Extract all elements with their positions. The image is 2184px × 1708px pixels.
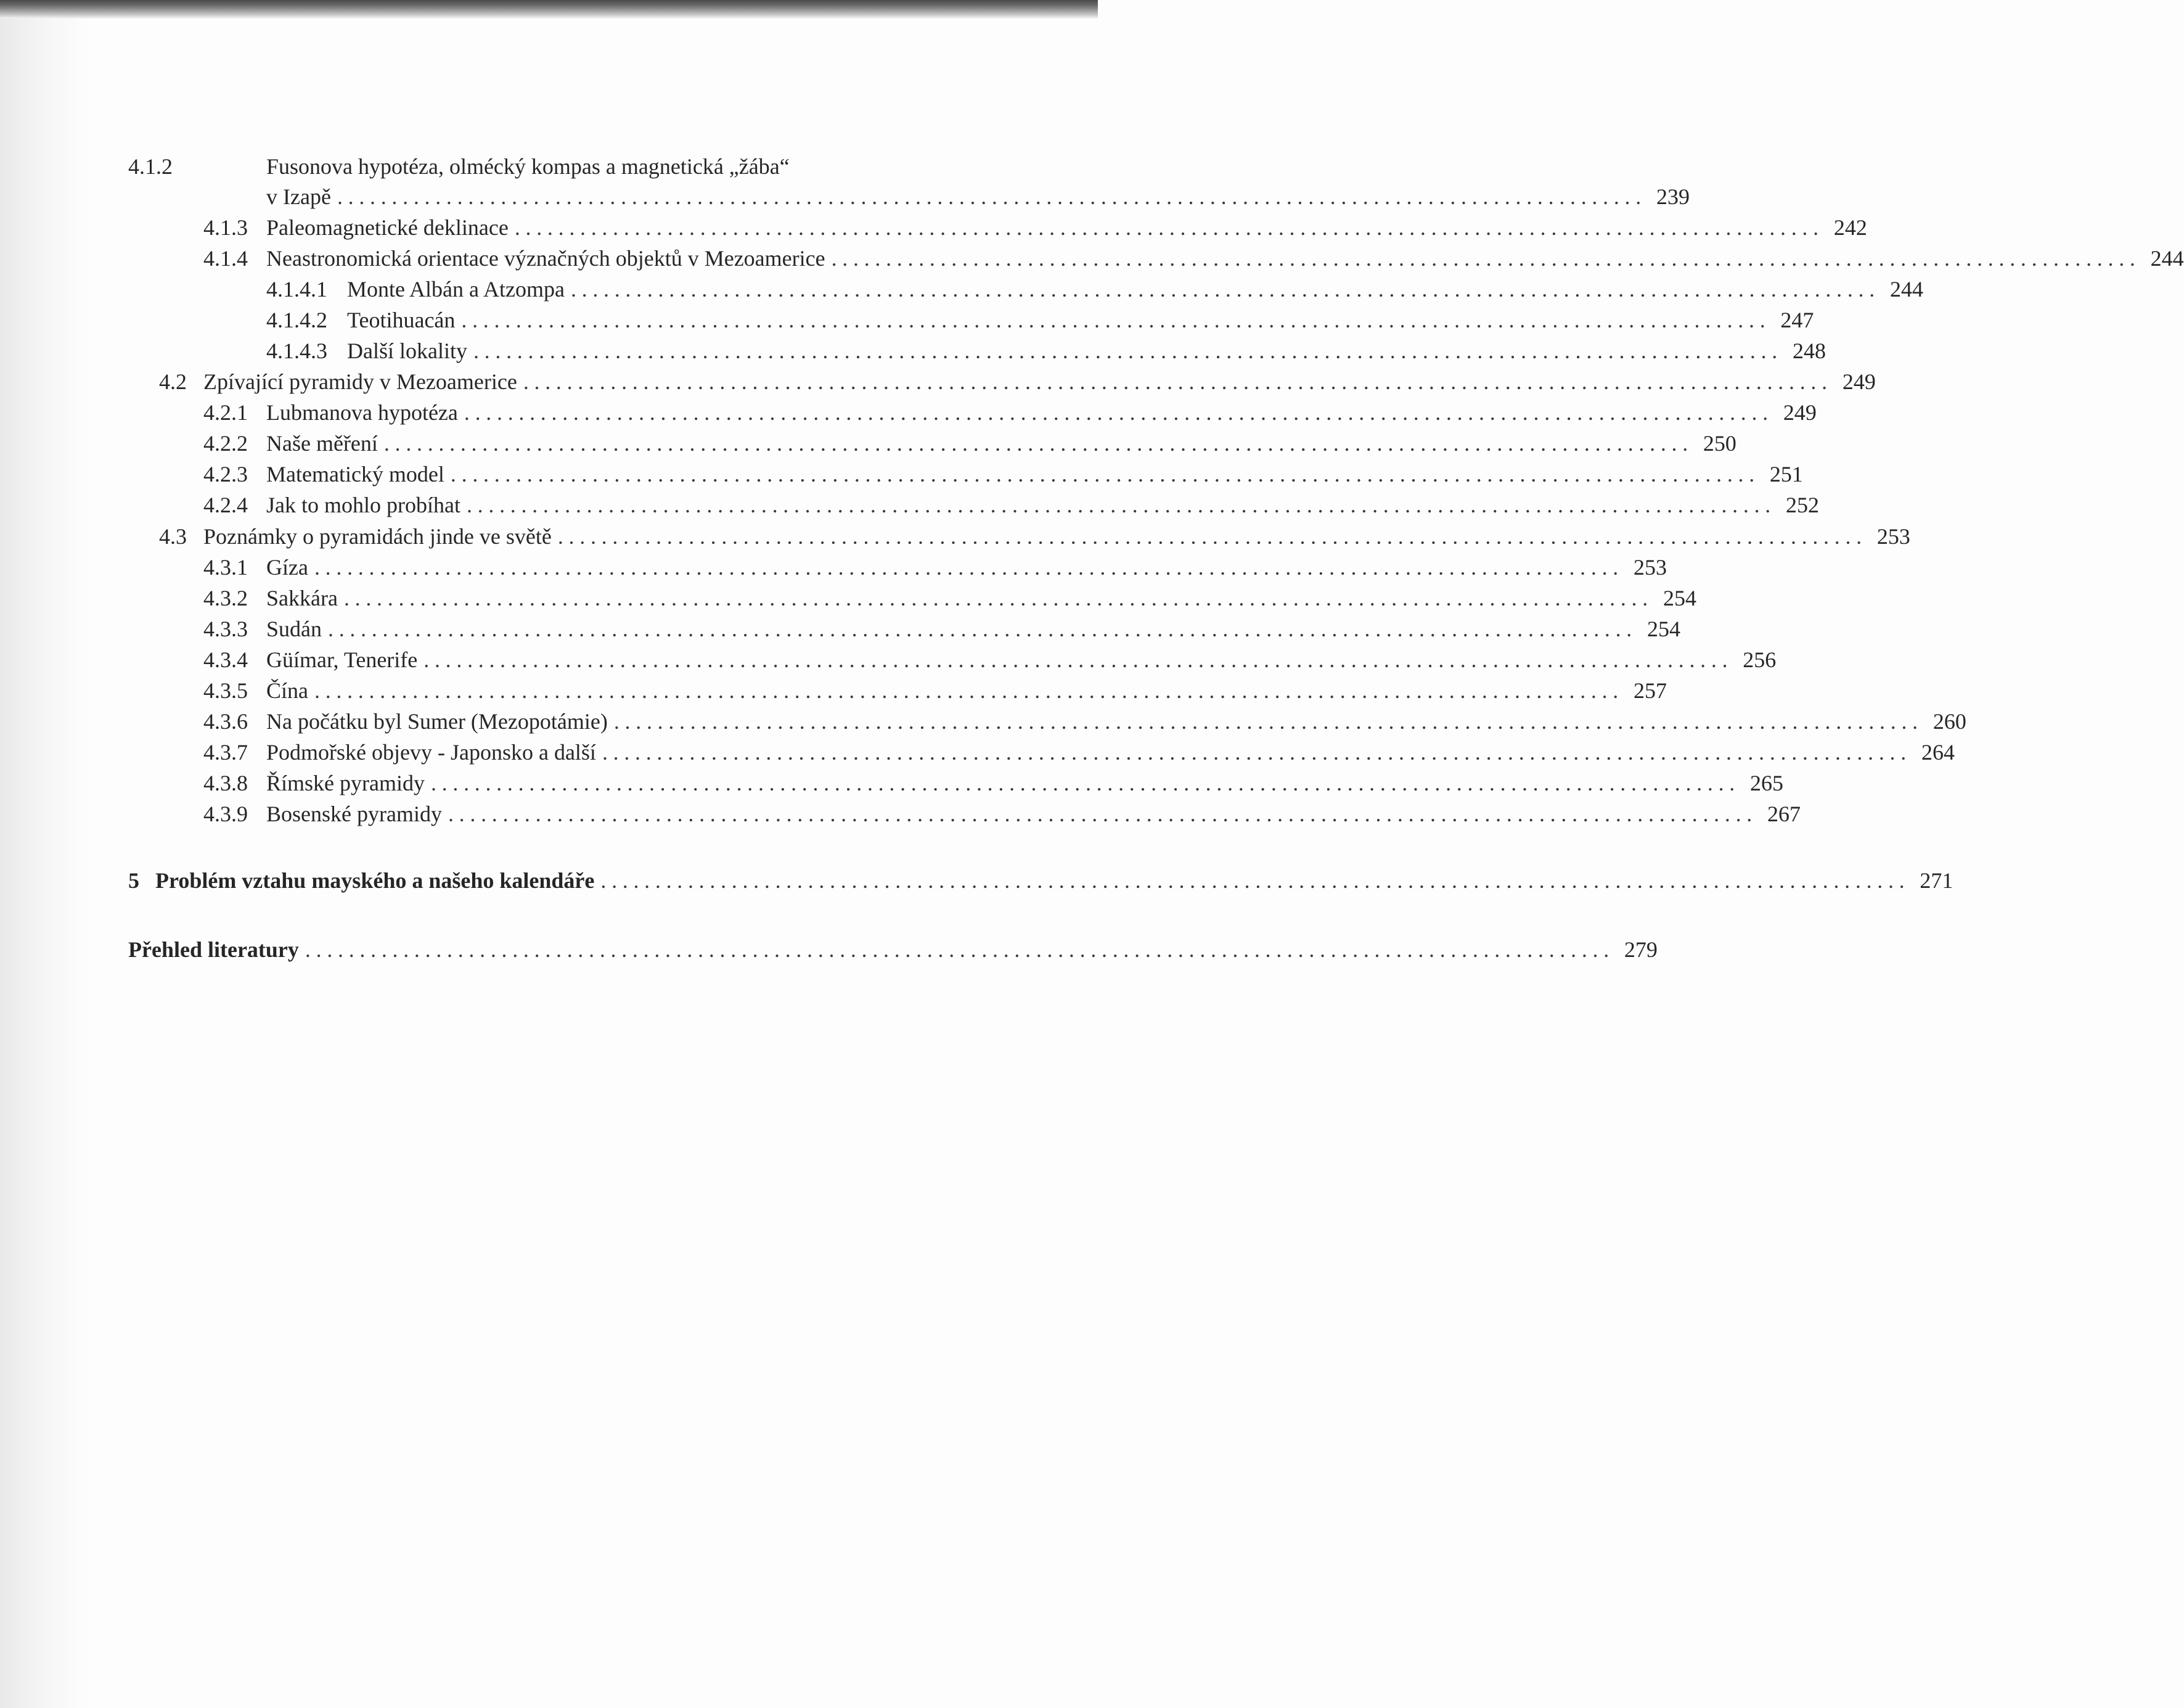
toc-entry-page: 257 [1634, 678, 1667, 703]
leader-dots: ........................................................................................................................ [450, 462, 1760, 487]
toc-entry-title: Sudán [266, 617, 322, 641]
toc-entry[interactable] [203, 798, 1801, 830]
toc-entry-number: 4.3.9 [203, 802, 248, 826]
toc-entry-title: Paleomagnetické deklinace [266, 215, 509, 240]
toc-entry-page: 250 [1703, 431, 1736, 456]
toc-entry-page: 254 [1647, 617, 1680, 641]
toc-entry-number: 4.3.3 [203, 617, 248, 641]
toc-entry[interactable] [203, 675, 1667, 707]
toc-entry[interactable] [203, 211, 1867, 244]
toc-entry[interactable] [203, 767, 1783, 799]
toc-entry-page: 260 [1932, 709, 1966, 734]
toc-entry-number: 4.3.6 [203, 709, 248, 734]
toc-entry-number: 4.3.1 [203, 555, 248, 580]
toc-entry[interactable] [159, 366, 1876, 398]
toc-entry[interactable] [203, 644, 1777, 676]
leader-dots: ........................................................................................................................ [314, 678, 1624, 703]
toc-entry-title: Sakkára [266, 586, 338, 610]
toc-entry[interactable] [203, 458, 1803, 490]
toc-references-page: 279 [1624, 937, 1658, 962]
toc-entry-page: 242 [1833, 215, 1867, 240]
leader-dots: ........................................................................................................................ [464, 400, 1773, 425]
toc-entry[interactable] [266, 335, 1826, 367]
toc-entry-page: 252 [1785, 493, 1819, 517]
toc-entry-number: 4.1.2 [128, 154, 173, 179]
toc-entry-title: Neastronomická orientace význačných objektů v Mezoamerice [266, 246, 825, 271]
toc-entry-number: 4.3.5 [203, 678, 248, 703]
leader-dots: ........................................................................................................................ [337, 184, 1646, 209]
leader-dots: ........................................................................................................................ [461, 308, 1771, 332]
toc-entry-title: Monte Albán a Atzompa [347, 277, 565, 302]
toc-references[interactable] [128, 934, 1658, 966]
leader-dots: ........................................................................................................................ [514, 215, 1824, 240]
toc-chapter-title: Problém vztahu mayského a našeho kalendáře [155, 868, 595, 893]
toc-entry-page: 244 [2150, 246, 2184, 271]
toc-entry-page: 265 [1749, 771, 1783, 795]
toc-entry[interactable] [203, 489, 1819, 521]
leader-dots: ........................................................................................................................ [466, 493, 1776, 517]
toc-references-title: Přehled literatury [128, 937, 299, 962]
toc-entry-title: v Izapě [266, 184, 331, 209]
toc-entry[interactable] [203, 613, 1680, 645]
toc-entry-title: Lubmanova hypotéza [266, 400, 458, 425]
toc-entry[interactable] [203, 242, 2184, 274]
toc-entry-page: 267 [1767, 802, 1801, 826]
toc-entry-page: 239 [1656, 184, 1690, 209]
toc-entry-title: Bosenské pyramidy [266, 802, 442, 826]
leader-dots: ........................................................................................................................ [383, 431, 1693, 456]
toc-entry-page: 244 [1889, 277, 1923, 302]
toc-entry-number: 4.1.4.2 [266, 308, 327, 332]
toc-entry-title: Na počátku byl Sumer (Mezopotámie) [266, 709, 608, 734]
toc-entry-number: 4.3.7 [203, 740, 248, 765]
toc-entry-number: 4.2.2 [203, 431, 248, 456]
toc-entry-title: Podmořské objevy - Japonsko a další [266, 740, 596, 765]
toc-entry[interactable] [203, 396, 1817, 429]
toc-entry-title: Čína [266, 678, 308, 703]
toc-entry-title: Poznámky o pyramidách jinde ve světě [203, 524, 552, 549]
toc-entry-title: Jak to mohlo probíhat [266, 493, 460, 517]
toc-entry-page: 253 [1876, 524, 1910, 549]
scan-shadow [0, 0, 92, 1708]
toc-entry-page: 248 [1792, 339, 1826, 363]
leader-dots: ........................................................................................................................ [448, 802, 1757, 826]
toc-entry-page: 249 [1842, 369, 1876, 394]
leader-dots: ........................................................................................................................ [557, 524, 1867, 549]
toc-entry-title: Gíza [266, 555, 308, 580]
toc-chapter-5[interactable] [128, 864, 1953, 897]
toc-entry[interactable] [203, 582, 1696, 614]
leader-dots: ........................................................................................................................ [602, 740, 1912, 765]
toc-entry-number: 4.3.8 [203, 771, 248, 795]
leader-dots: ........................................................................................................................ [473, 339, 1783, 363]
toc-entry-title: Fusonova hypotéza, olmécký kompas a magnetická „žába“ [266, 154, 790, 179]
leader-dots: ........................................................................................................................ [613, 709, 1923, 734]
leader-dots: ........................................................................................................................ [570, 277, 1880, 302]
toc-entry-page: 253 [1633, 555, 1667, 580]
toc-entry-title: Naše měření [266, 431, 378, 456]
toc-entry-title: Güímar, Tenerife [266, 647, 418, 672]
toc-chapter-number: 5 [128, 868, 139, 893]
toc-entry-number: 4.2.3 [203, 462, 248, 487]
toc-entry[interactable] [266, 304, 1814, 336]
toc-entry-title: Teotihuacán [347, 308, 456, 332]
leader-dots: ........................................................................................................................ [314, 555, 1624, 580]
toc-entry-number: 4.1.4 [203, 246, 248, 271]
toc-entry[interactable] [203, 551, 1667, 583]
toc-entry-page: 249 [1783, 400, 1817, 425]
toc-entry-number: 4.1.3 [203, 215, 248, 240]
leader-dots: ........................................................................................................................ [523, 369, 1833, 394]
toc-entry-title: Římské pyramidy [266, 771, 425, 795]
toc-entry-page: 254 [1663, 586, 1696, 610]
toc-entry-number: 4.3 [159, 524, 187, 549]
toc-entry-page: 251 [1769, 462, 1803, 487]
leader-dots: ........................................................................................................................ [305, 937, 1614, 962]
toc-entry-number: 4.3.2 [203, 586, 248, 610]
toc-entry-number: 4.1.4.1 [266, 277, 327, 302]
toc-entry-page: 264 [1921, 740, 1955, 765]
toc-chapter-page: 271 [1920, 868, 1953, 893]
toc-entry[interactable] [203, 705, 1966, 737]
toc-entry[interactable] [266, 273, 1923, 305]
leader-dots: ........................................................................................................................ [831, 246, 2141, 271]
toc-entry[interactable] [203, 427, 1736, 459]
leader-dots: ........................................................................................................................ [343, 586, 1653, 610]
toc-entry-title: Matematický model [266, 462, 444, 487]
toc-entry-number: 4.2.1 [203, 400, 248, 425]
toc-entry-4-1-2-line2[interactable] [266, 181, 1690, 213]
toc-entry-title: Zpívající pyramidy v Mezoamerice [203, 369, 517, 394]
toc-entry-number: 4.3.4 [203, 647, 248, 672]
toc-entry-page: 256 [1743, 647, 1777, 672]
toc-entry-number: 4.1.4.3 [266, 339, 327, 363]
leader-dots: ........................................................................................................................ [423, 647, 1733, 672]
toc-entry-page: 247 [1780, 308, 1814, 332]
toc-entry[interactable] [159, 520, 1910, 552]
toc-entry-number: 4.2 [159, 369, 187, 394]
toc-entry[interactable] [203, 736, 1955, 768]
toc-entry-title: Další lokality [347, 339, 467, 363]
leader-dots: ........................................................................................................................ [600, 868, 1910, 893]
leader-dots: ........................................................................................................................ [430, 771, 1740, 795]
scan-edge [0, 0, 1098, 18]
leader-dots: ........................................................................................................................ [328, 617, 1637, 641]
toc-entry-number: 4.2.4 [203, 493, 248, 517]
toc-entry-4-1-2-line1 [128, 150, 988, 183]
